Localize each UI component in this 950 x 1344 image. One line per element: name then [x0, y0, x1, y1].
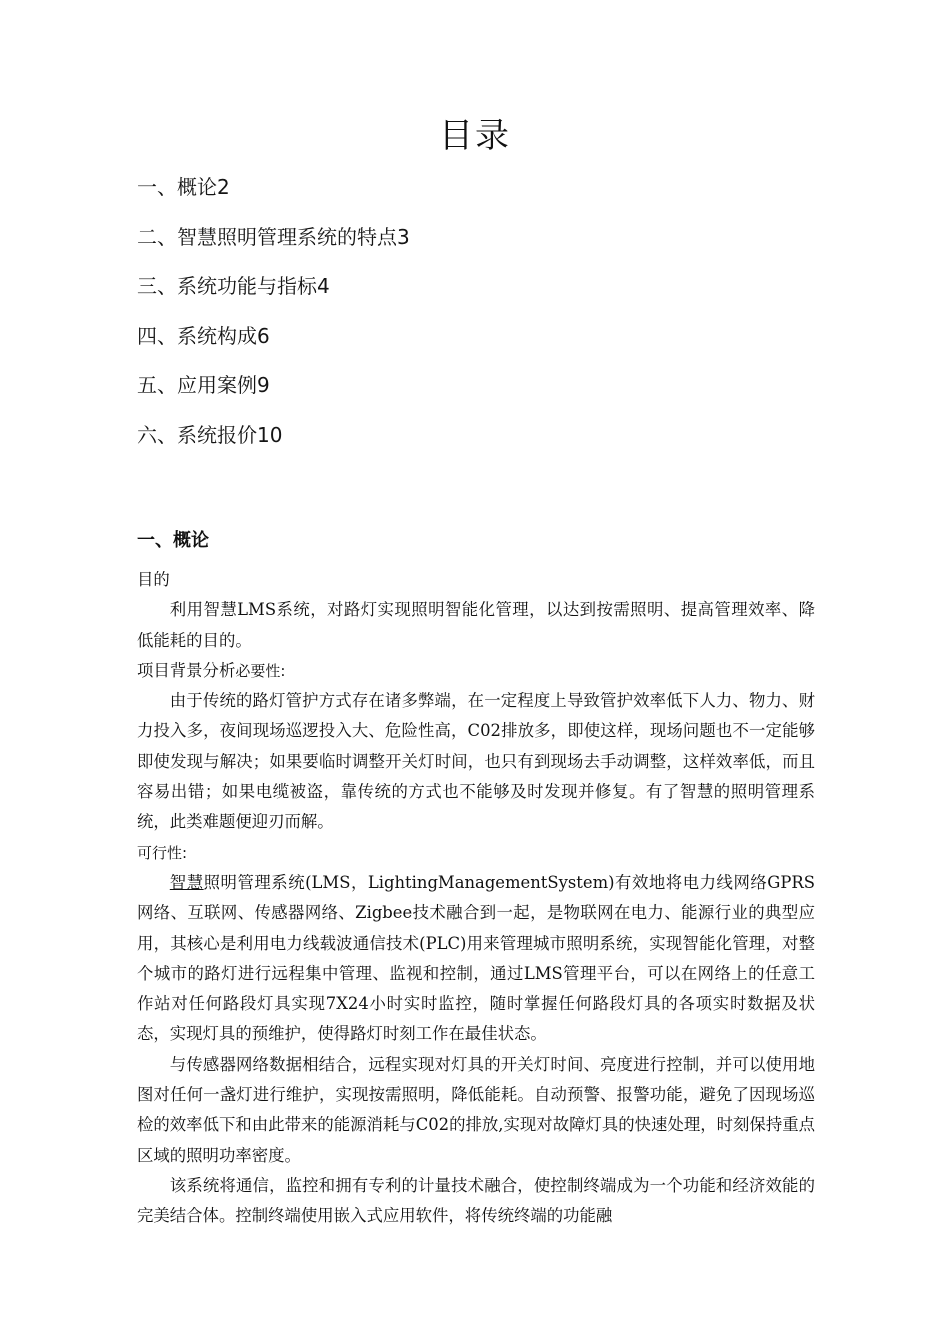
- purpose-paragraph: 利用智慧LMS系统，对路灯实现照明智能化管理，以达到按需照明、提高管理效率、降低能耗的目的。: [137, 600, 815, 650]
- toc-item[interactable]: 三、系统功能与指标4: [137, 274, 330, 299]
- sensor-paragraph: 与传感器网络数据相结合，远程实现对灯具的开关灯时间、亮度进行控制，并可以使用地图对任何一盏灯进行维护，实现按需照明，降低能耗。自动预警、报警功能，避免了因现场巡检的效率低下和由此带来的能源消耗与C02的排放,实现对故障灯具的快速处理，时刻保持重点区域的照明功率密度。: [137, 1054, 815, 1165]
- feasibility-text: 照明管理系统(LMS，LightingManagementSystem)有效地将电力线网络GPRS网络、互联网、传感器网络、Zigbee技术融合到一起，是物联网在电力、能源行业的典型应用，其核心是利用电力线载波通信技术(PLC)用来管理城市照明系统，实现智能化管理，对整个城市的路灯进行远程集中管理、监视和控制，通过LMS管理平台，可以在网络上的任意工作站对任何路段灯具实现7X24小时实时监控，随时掌握任何路段灯具的各项实时数据及状态，实现灯具的预维护，使得路灯时刻工作在最佳状态。: [137, 872, 815, 1044]
- toc-item[interactable]: 五、应用案例9: [137, 373, 270, 398]
- section-body: [137, 565, 815, 1232]
- necessity-paragraph: 由于传统的路灯管护方式存在诸多弊端，在一定程度上导致管护效率低下人力、物力、财力投入多，夜间现场巡逻投入大、危险性高，C02排放多，即使这样，现场问题也不一定能够即使发现与解决；如果要临时调整开关灯时间，也只有到现场去手动调整，这样效率低，而且容易出错；如果电缆被盗，靠传统的方式也不能够及时发现并修复。有了智慧的照明管理系统，此类难题便迎刃而解。: [137, 691, 815, 832]
- feasibility-paragraph: [137, 868, 815, 1050]
- toc-item[interactable]: 一、概论2: [137, 175, 230, 199]
- toc-title: 目录: [439, 116, 511, 156]
- integration-paragraph: 该系统将通信，监控和拥有专利的计量技术融合，使控制终端成为一个功能和经济效能的完美结合体。控制终端使用嵌入式应用软件，将传统终端的功能融: [137, 1175, 815, 1226]
- section-heading: 一、概论: [137, 530, 209, 551]
- necessity-label: 必要性:: [235, 661, 286, 680]
- toc-item[interactable]: 二、智慧照明管理系统的特点3: [137, 224, 410, 249]
- feasibility-label: 可行性:: [137, 843, 188, 862]
- background-label-text: 项目背景分析: [137, 660, 236, 680]
- feasibility-lead: 智慧: [169, 872, 204, 892]
- purpose-label: 目的: [137, 570, 170, 589]
- toc-item[interactable]: 六、系统报价10: [137, 422, 283, 447]
- toc-item[interactable]: 四、系统构成6: [137, 323, 270, 348]
- background-label: [137, 656, 815, 686]
- table-of-contents: [137, 170, 410, 468]
